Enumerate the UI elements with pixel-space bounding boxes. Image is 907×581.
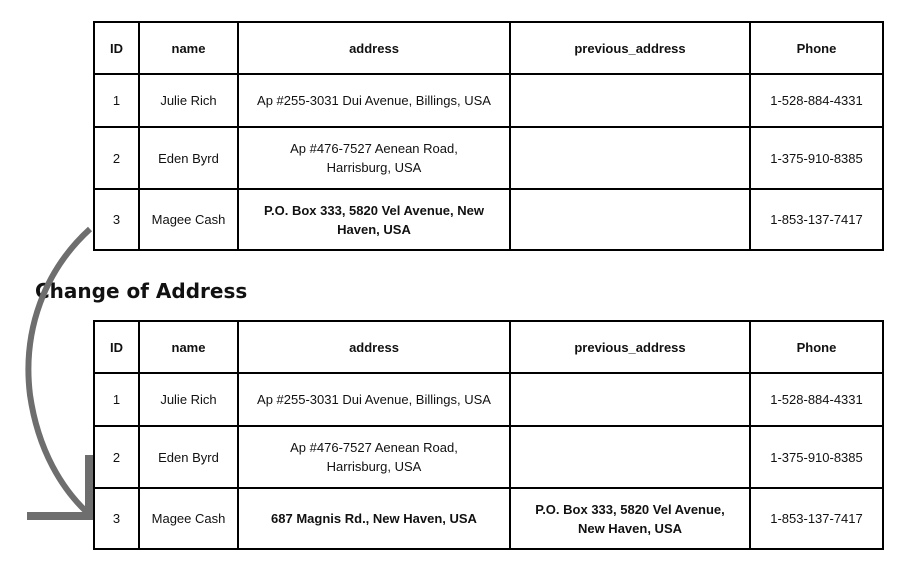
cell-name: Eden Byrd [139,426,238,488]
table-row [94,189,883,250]
cell-phone: 1-853-137-7417 [750,189,883,250]
arrow-head [27,455,89,516]
cell-address: P.O. Box 333, 5820 Vel Avenue, New Haven, USA [238,189,510,250]
cell-previous-address [510,426,750,488]
column-header-name: name [139,22,238,74]
table-row [94,426,883,488]
table-before-change [93,21,884,251]
cell-name: Julie Rich [139,373,238,426]
cell-phone: 1-528-884-4331 [750,373,883,426]
cell-previous-address [510,373,750,426]
cell-previous-address [510,189,750,250]
cell-id: 1 [94,373,139,426]
table-row [94,373,883,426]
column-header-address: address [238,22,510,74]
column-header-name: name [139,321,238,373]
column-header-id: ID [94,321,139,373]
cell-id: 1 [94,74,139,127]
column-header-previous-address: previous_address [510,22,750,74]
cell-address: 687 Magnis Rd., New Haven, USA [238,488,510,549]
cell-name: Magee Cash [139,189,238,250]
cell-previous-address [510,127,750,189]
table-row [94,127,883,189]
table-row [94,74,883,127]
cell-phone: 1-528-884-4331 [750,74,883,127]
cell-phone: 1-375-910-8385 [750,127,883,189]
cell-phone: 1-853-137-7417 [750,488,883,549]
change-of-address-heading: Change of Address [35,279,248,303]
cell-address: Ap #476-7527 Aenean Road, Harrisburg, USA [238,127,510,189]
column-header-previous-address: previous_address [510,321,750,373]
cell-name: Julie Rich [139,74,238,127]
arrow-curve [28,229,90,515]
table-after-change [93,320,884,550]
cell-address: Ap #255-3031 Dui Avenue, Billings, USA [238,373,510,426]
cell-phone: 1-375-910-8385 [750,426,883,488]
cell-id: 2 [94,127,139,189]
cell-id: 2 [94,426,139,488]
cell-name: Magee Cash [139,488,238,549]
column-header-phone: Phone [750,22,883,74]
table-header-row [94,321,883,373]
cell-previous-address: P.O. Box 333, 5820 Vel Avenue, New Haven, USA [510,488,750,549]
cell-previous-address [510,74,750,127]
cell-id: 3 [94,488,139,549]
column-header-phone: Phone [750,321,883,373]
cell-address: Ap #476-7527 Aenean Road, Harrisburg, USA [238,426,510,488]
table-header-row [94,22,883,74]
column-header-id: ID [94,22,139,74]
cell-name: Eden Byrd [139,127,238,189]
cell-address: Ap #255-3031 Dui Avenue, Billings, USA [238,74,510,127]
column-header-address: address [238,321,510,373]
table-row [94,488,883,549]
cell-id: 3 [94,189,139,250]
